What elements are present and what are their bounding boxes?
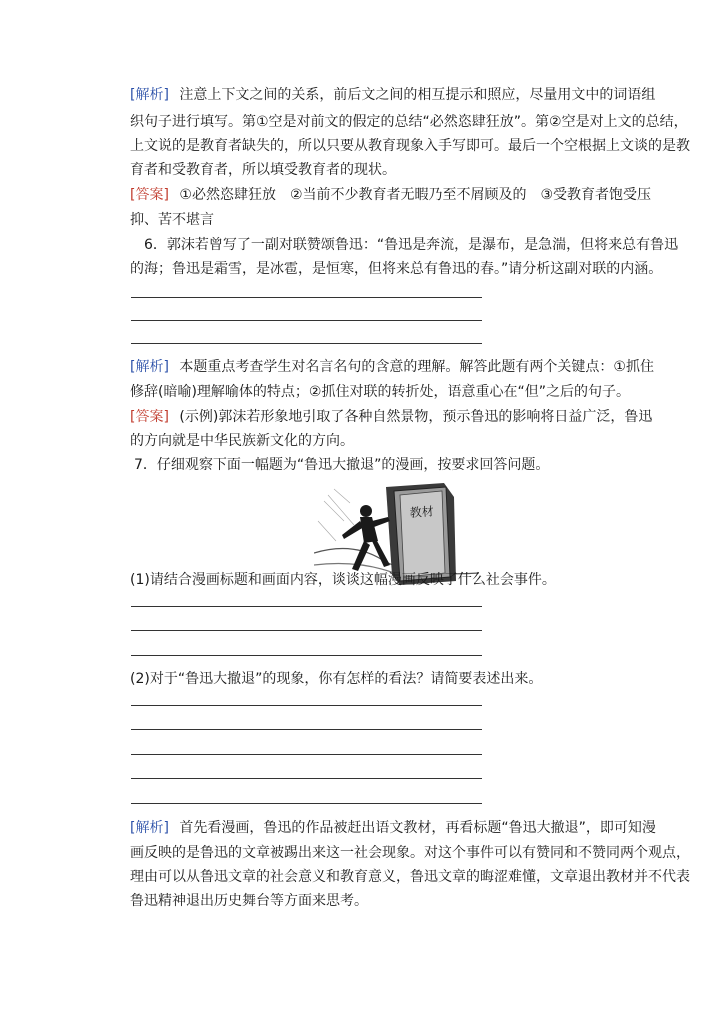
answer-text: ①必然恣肆狂放 ②当前不少教育者无暇乃至不屑顾及的 ③受教育者饱受压 <box>179 187 652 203</box>
text-line: 的海；鲁迅是霜雪，是冰雹，是恒寒，但将来总有鲁迅的春。”请分析这副对联的内涵。 <box>130 261 663 277</box>
answer-blank-line[interactable] <box>131 729 482 730</box>
answer-blank-line[interactable] <box>131 320 482 321</box>
question-7-sub2: (2)对于“鲁迅大撤退”的现象，你有怎样的看法？请简要表述出来。 <box>130 671 543 687</box>
text-line: 鲁迅精神退出历史舞台等方面来思考。 <box>130 893 368 909</box>
analysis-paragraph-6 <box>130 358 654 376</box>
analysis-text: 首先看漫画，鲁迅的作品被赶出语文教材，再看标题“鲁迅大撤退”，即可知漫 <box>179 820 656 836</box>
analysis-tag: [解析] <box>130 820 169 836</box>
question-7-text: 7．仔细观察下面一幅题为“鲁迅大撤退”的漫画，按要求回答问题。 <box>134 457 550 473</box>
analysis-text: 本题重点考查学生对名言名句的含意的理解。解答此题有两个关键点：①抓住 <box>179 359 654 375</box>
analysis-paragraph-1 <box>130 86 655 104</box>
cartoon-image <box>314 481 479 585</box>
answer-text: (示例)郭沫若形象地引取了各种自然景物，预示鲁迅的影响将日益广泛，鲁迅 <box>179 409 653 425</box>
answer-blank-line[interactable] <box>131 705 482 706</box>
text-line: 上文说的是教育者缺失的，所以只要从教育现象入手写即可。最后一个空根据上文谈的是教 <box>130 138 690 154</box>
answer-blank-line[interactable] <box>131 606 482 607</box>
analysis-tag: [解析] <box>130 359 169 375</box>
answer-blank-line[interactable] <box>131 778 482 779</box>
analysis-text: 注意上下文之间的关系，前后文之间的相互提示和照应，尽量用文中的词语组 <box>179 87 656 103</box>
text-line: 育者和受教育者，所以填受教育者的现状。 <box>130 162 396 178</box>
question-7-sub1: (1)请结合漫画标题和画面内容，谈谈这幅漫画反映了什么社会事件。 <box>130 572 556 588</box>
answer-blank-line[interactable] <box>131 803 482 804</box>
text-line: 织句子进行填写。第①空是对前文的假定的总结“必然恣肆狂放”。第②空是对上文的总结， <box>130 114 688 130</box>
text-line: 理由可以从鲁迅文章的社会意义和教育意义，鲁迅文章的晦涩难懂，文章退出教材并不代表 <box>130 869 690 885</box>
answer-paragraph-6 <box>130 408 652 426</box>
answer-tag: [答案] <box>130 409 169 425</box>
analysis-paragraph-7 <box>130 819 656 837</box>
book-label: 教材 <box>409 504 435 520</box>
text-line: 的方向就是中华民族新文化的方向。 <box>130 433 354 449</box>
book-shape <box>386 483 456 585</box>
text-line: 画反映的是鲁迅的文章被踢出来这一社会现象。对这个事件可以有赞同和不赞同两个观点， <box>130 845 690 861</box>
question-6-text: 6．郭沫若曾写了一副对联赞颂鲁迅：“鲁迅是奔流，是瀑布，是急湍，但将来总有鲁迅 <box>144 237 679 253</box>
text-line: 修辞(暗喻)理解喻体的特点；②抓住对联的转折处，语意重心在“但”之后的句子。 <box>130 384 630 400</box>
answer-paragraph-1 <box>130 186 651 204</box>
answer-blank-line[interactable] <box>131 655 482 656</box>
answer-blank-line[interactable] <box>131 630 482 631</box>
answer-blank-line[interactable] <box>131 343 482 344</box>
answer-blank-line[interactable] <box>131 297 482 298</box>
analysis-tag: [解析] <box>130 87 169 103</box>
answer-blank-line[interactable] <box>131 754 482 755</box>
answer-tag: [答案] <box>130 187 169 203</box>
text-line: 抑、苦不堪言 <box>130 212 214 228</box>
